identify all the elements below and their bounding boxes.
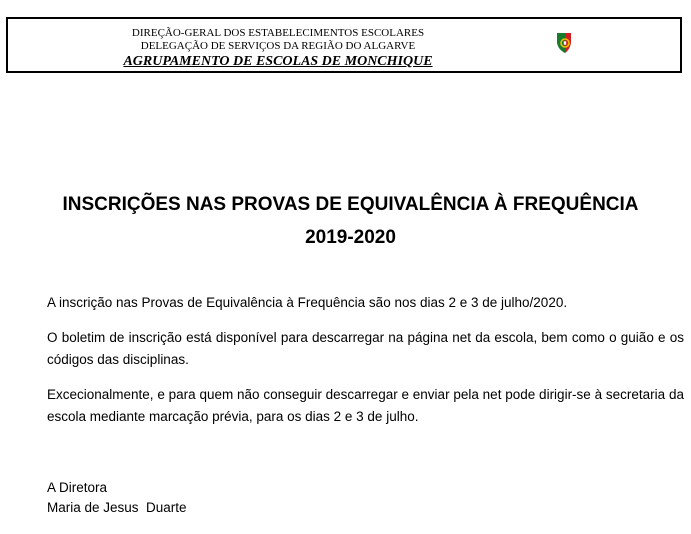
paragraph-exception: Excecionalmente, e para quem não conseguir descarregar e enviar pela net pode dirigir-se à secretaria da escola mediante marcação prévia, para os dias 2 e 3 de julho. bbox=[47, 387, 684, 424]
paragraph-download-form: O boletim de inscrição está disponível para descarregar na página net da escola, bem como o guião e os códigos das disciplinas. bbox=[47, 330, 684, 367]
signature-name: Maria de Jesus Duarte bbox=[47, 500, 187, 515]
portugal-flag-shield-icon bbox=[555, 31, 573, 55]
signature-block bbox=[47, 478, 187, 518]
letterhead bbox=[6, 17, 682, 73]
signature-role: A Diretora bbox=[47, 480, 108, 495]
letterhead-text bbox=[8, 27, 548, 71]
title-line-1: INSCRIÇÕES NAS PROVAS DE EQUIVALÊNCIA À FREQUÊNCIA bbox=[62, 194, 639, 215]
document-title bbox=[30, 188, 671, 254]
header-line-delegacao: DELEGAÇÃO DE SERVIÇOS DA REGIÃO DO ALGARVE bbox=[140, 40, 416, 52]
paragraph-inscription-dates: A inscrição nas Provas de Equivalência à Frequência são nos dias 2 e 3 de julho/2020. bbox=[47, 295, 568, 310]
header-line-dgest: DIREÇÃO-GERAL DOS ESTABELECIMENTOS ESCOLARES bbox=[131, 27, 425, 39]
header-line-agrupamento: AGRUPAMENTO DE ESCOLAS DE MONCHIQUE bbox=[123, 54, 433, 69]
title-line-2: 2019-2020 bbox=[305, 227, 396, 248]
